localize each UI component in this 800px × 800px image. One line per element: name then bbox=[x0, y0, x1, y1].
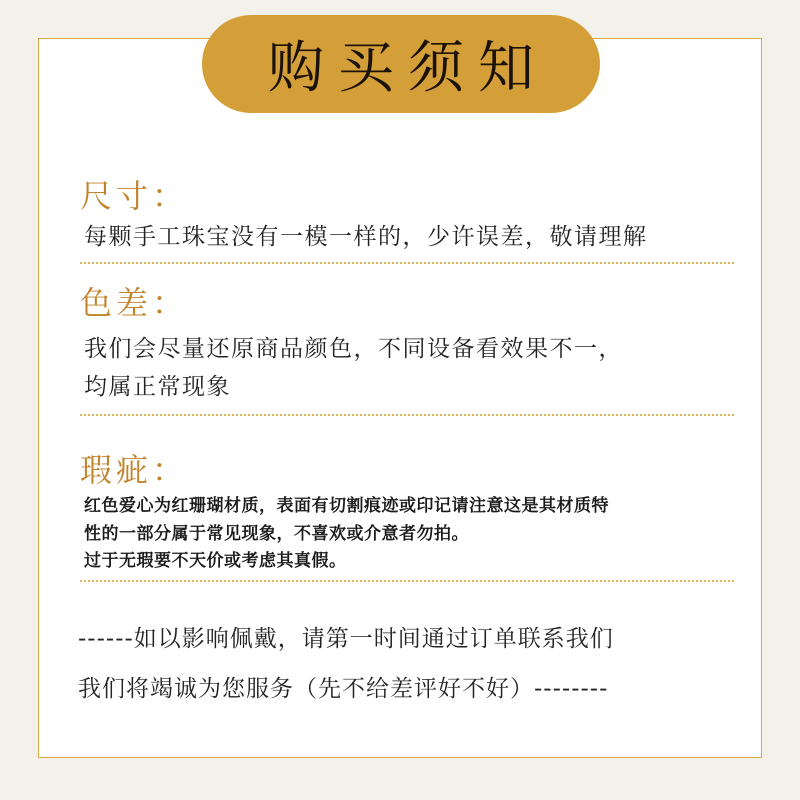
color-text-line-2: 均属正常现象 bbox=[84, 374, 231, 400]
footer-line-2: 我们将竭诚为您服务（先不给差评好不好）-------- bbox=[78, 676, 609, 702]
section-heading-size: 尺寸： bbox=[80, 177, 189, 215]
footer-line-1: ------如以影响佩戴，请第一时间通过订单联系我们 bbox=[78, 626, 614, 652]
page-title: 购买须知 bbox=[268, 36, 548, 101]
color-text-line-1: 我们会尽量还原商品颜色，不同设备看效果不一， bbox=[84, 336, 623, 362]
flaws-text-line-1: 红色爱心为红珊瑚材质，表面有切割痕迹或印记请注意这是其材质特 bbox=[84, 496, 609, 516]
flaws-text-line-3: 过于无瑕要不天价或考虑其真假。 bbox=[84, 551, 347, 571]
dotted-divider bbox=[80, 262, 734, 264]
section-heading-flaws: 瑕疵： bbox=[80, 451, 189, 489]
dotted-divider bbox=[80, 414, 734, 416]
size-text: 每颗手工珠宝没有一模一样的，少许误差，敬请理解 bbox=[84, 224, 648, 250]
dotted-divider bbox=[80, 580, 734, 582]
title-banner bbox=[202, 15, 600, 113]
section-heading-color: 色差： bbox=[80, 284, 189, 322]
flaws-text-line-2: 性的一部分属于常见现象，不喜欢或介意者勿拍。 bbox=[84, 524, 469, 544]
